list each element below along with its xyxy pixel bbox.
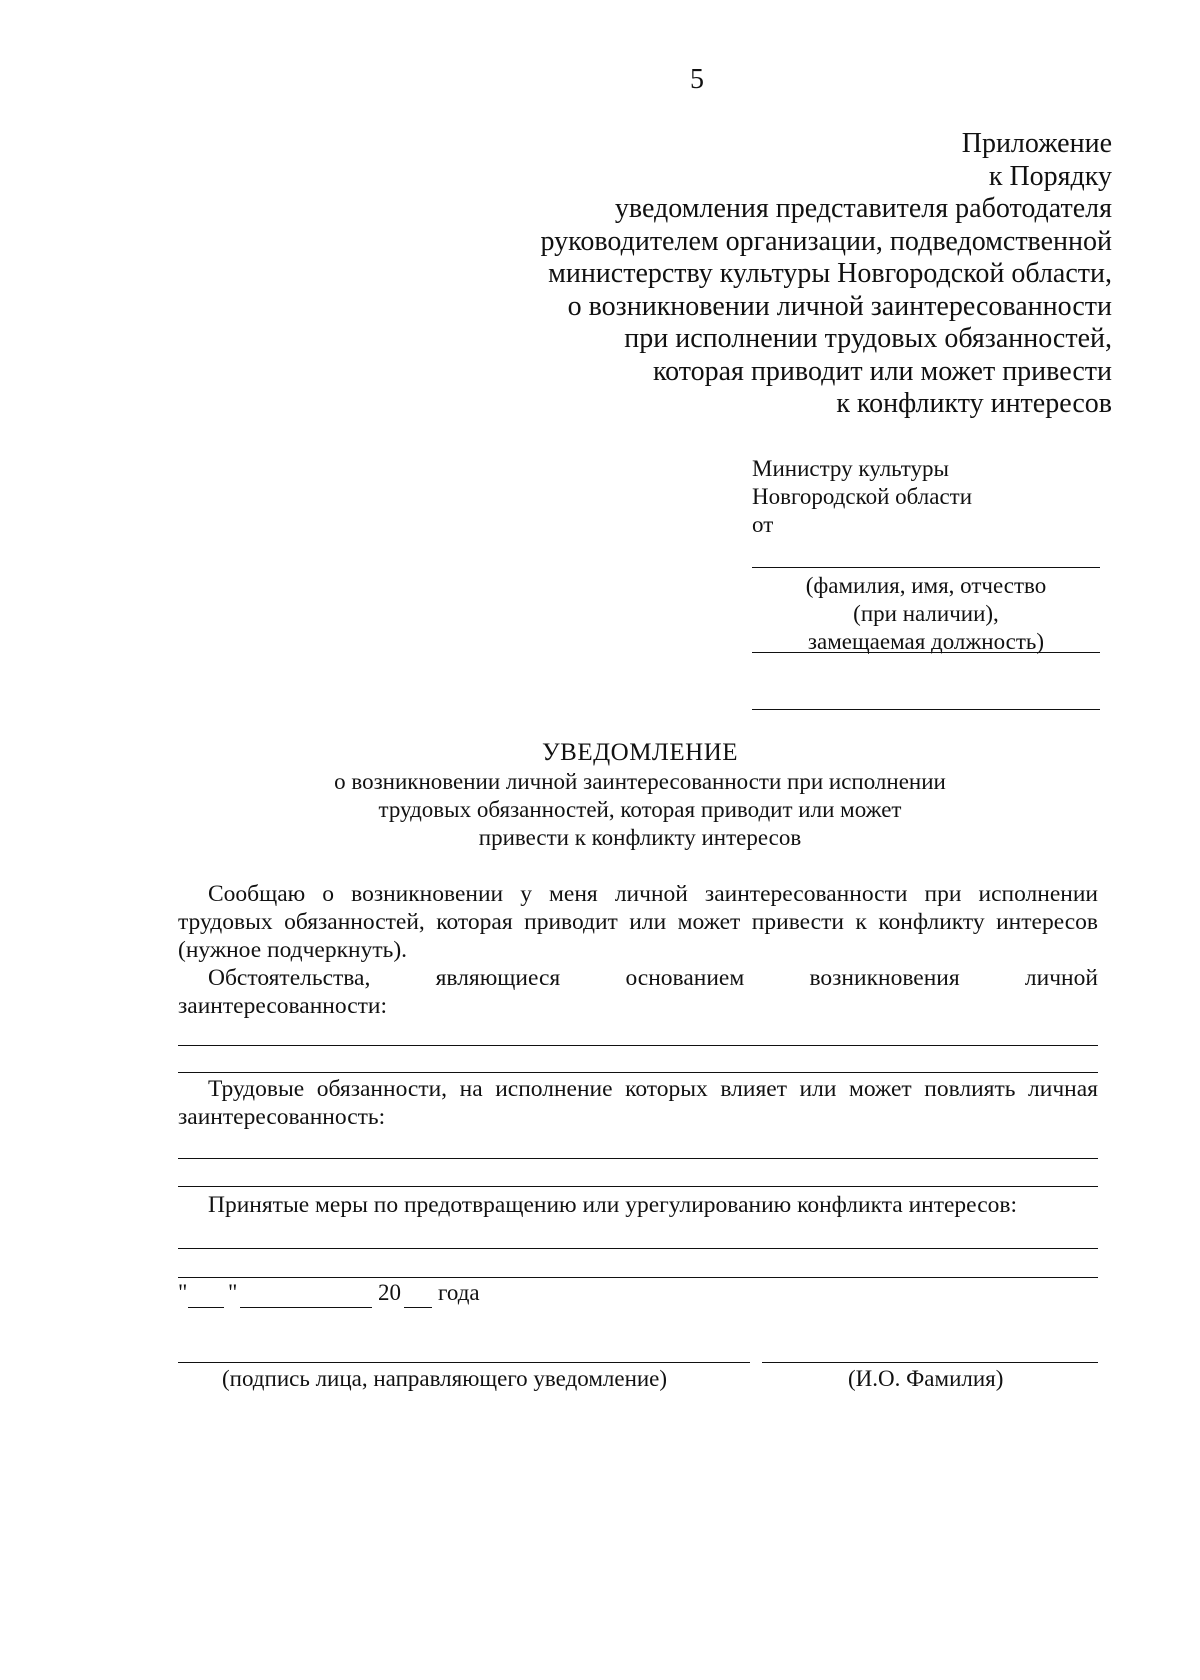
addressee-from: от	[752, 512, 774, 537]
year-suffix: года	[438, 1280, 480, 1305]
appendix-line: руководителем организации, подведомственной	[540, 225, 1112, 257]
year-blank[interactable]	[404, 1307, 432, 1308]
year-prefix: 20	[378, 1280, 401, 1305]
notice-subtitle-line: о возникновении личной заинтересованности при исполнении	[334, 769, 946, 794]
appendix-line: к Порядку	[988, 160, 1112, 192]
quote-open: "	[178, 1280, 188, 1305]
sender-caption-line: замещаемая должность)	[807, 629, 1045, 654]
word: основанием	[625, 965, 745, 991]
measures-paragraph: Принятые меры по предотвращению или урегулированию конфликта интересов:	[208, 1192, 1017, 1218]
circumstances-first-line	[178, 964, 1098, 992]
appendix-line: о возникновении личной заинтересованности	[567, 290, 1112, 322]
appendix-line: к конфликту интересов	[836, 388, 1112, 419]
measures-fill-line[interactable]	[178, 1277, 1098, 1278]
sender-name-line[interactable]	[752, 567, 1100, 568]
name-caption: (И.О. Фамилия)	[848, 1366, 1004, 1391]
sender-caption	[752, 572, 1100, 656]
word: личной	[1024, 965, 1098, 991]
duties-paragraph: Трудовые обязанности, на исполнение которых влияет или может повлиять личная заинтересованность:	[178, 1076, 1098, 1130]
appendix-line: уведомления представителя работодателя	[614, 193, 1112, 224]
duties-fill-line[interactable]	[178, 1158, 1098, 1159]
word: являющиеся	[435, 965, 561, 991]
word: Обстоятельства,	[208, 965, 371, 991]
circumstances-end: заинтересованности:	[178, 993, 388, 1019]
notice-title: УВЕДОМЛЕНИЕ	[541, 739, 739, 766]
sender-extra-line[interactable]	[752, 709, 1100, 710]
appendix-line: которая приводит или может привести	[652, 355, 1112, 387]
statement-paragraph: Сообщаю о возникновении у меня личной заинтересованности при исполнении трудовых обязанностей, которая приводит или может привести к конфликту интересов (нужное подчеркнуть).	[178, 881, 1098, 963]
sender-position-line[interactable]	[752, 652, 1100, 653]
circumstances-fill-line[interactable]	[178, 1045, 1098, 1046]
month-blank[interactable]	[240, 1307, 372, 1308]
appendix-header	[512, 128, 1112, 421]
duties-fill-line[interactable]	[178, 1186, 1098, 1187]
signature-line[interactable]	[178, 1362, 750, 1363]
page-number: 5	[690, 64, 704, 95]
notice-subtitle-line: трудовых обязанностей, которая приводит или может	[378, 797, 902, 822]
sender-caption-line: (фамилия, имя, отчество	[805, 573, 1047, 598]
notice-subtitle-line: привести к конфликту интересов	[478, 825, 802, 850]
signature-caption: (подпись лица, направляющего уведомление)	[222, 1366, 668, 1391]
appendix-line: Приложение	[961, 128, 1112, 159]
appendix-line: министерству культуры Новгородской области,	[548, 258, 1112, 289]
circumstances-paragraph	[178, 964, 1098, 1020]
word: возникновения	[809, 965, 960, 991]
notice-heading	[200, 738, 1080, 852]
quote-close: "	[228, 1280, 238, 1305]
appendix-line: при исполнении трудовых обязанностей,	[624, 323, 1112, 354]
date-line	[178, 1280, 187, 1306]
sender-caption-line: (при наличии),	[853, 601, 999, 626]
day-blank[interactable]	[188, 1307, 224, 1308]
circumstances-fill-line[interactable]	[178, 1072, 1098, 1073]
addressee-line: Министру культуры	[752, 456, 949, 481]
addressee-line: Новгородской области	[752, 484, 973, 509]
addressee-block	[752, 455, 972, 539]
name-line[interactable]	[762, 1362, 1098, 1363]
measures-fill-line[interactable]	[178, 1248, 1098, 1249]
